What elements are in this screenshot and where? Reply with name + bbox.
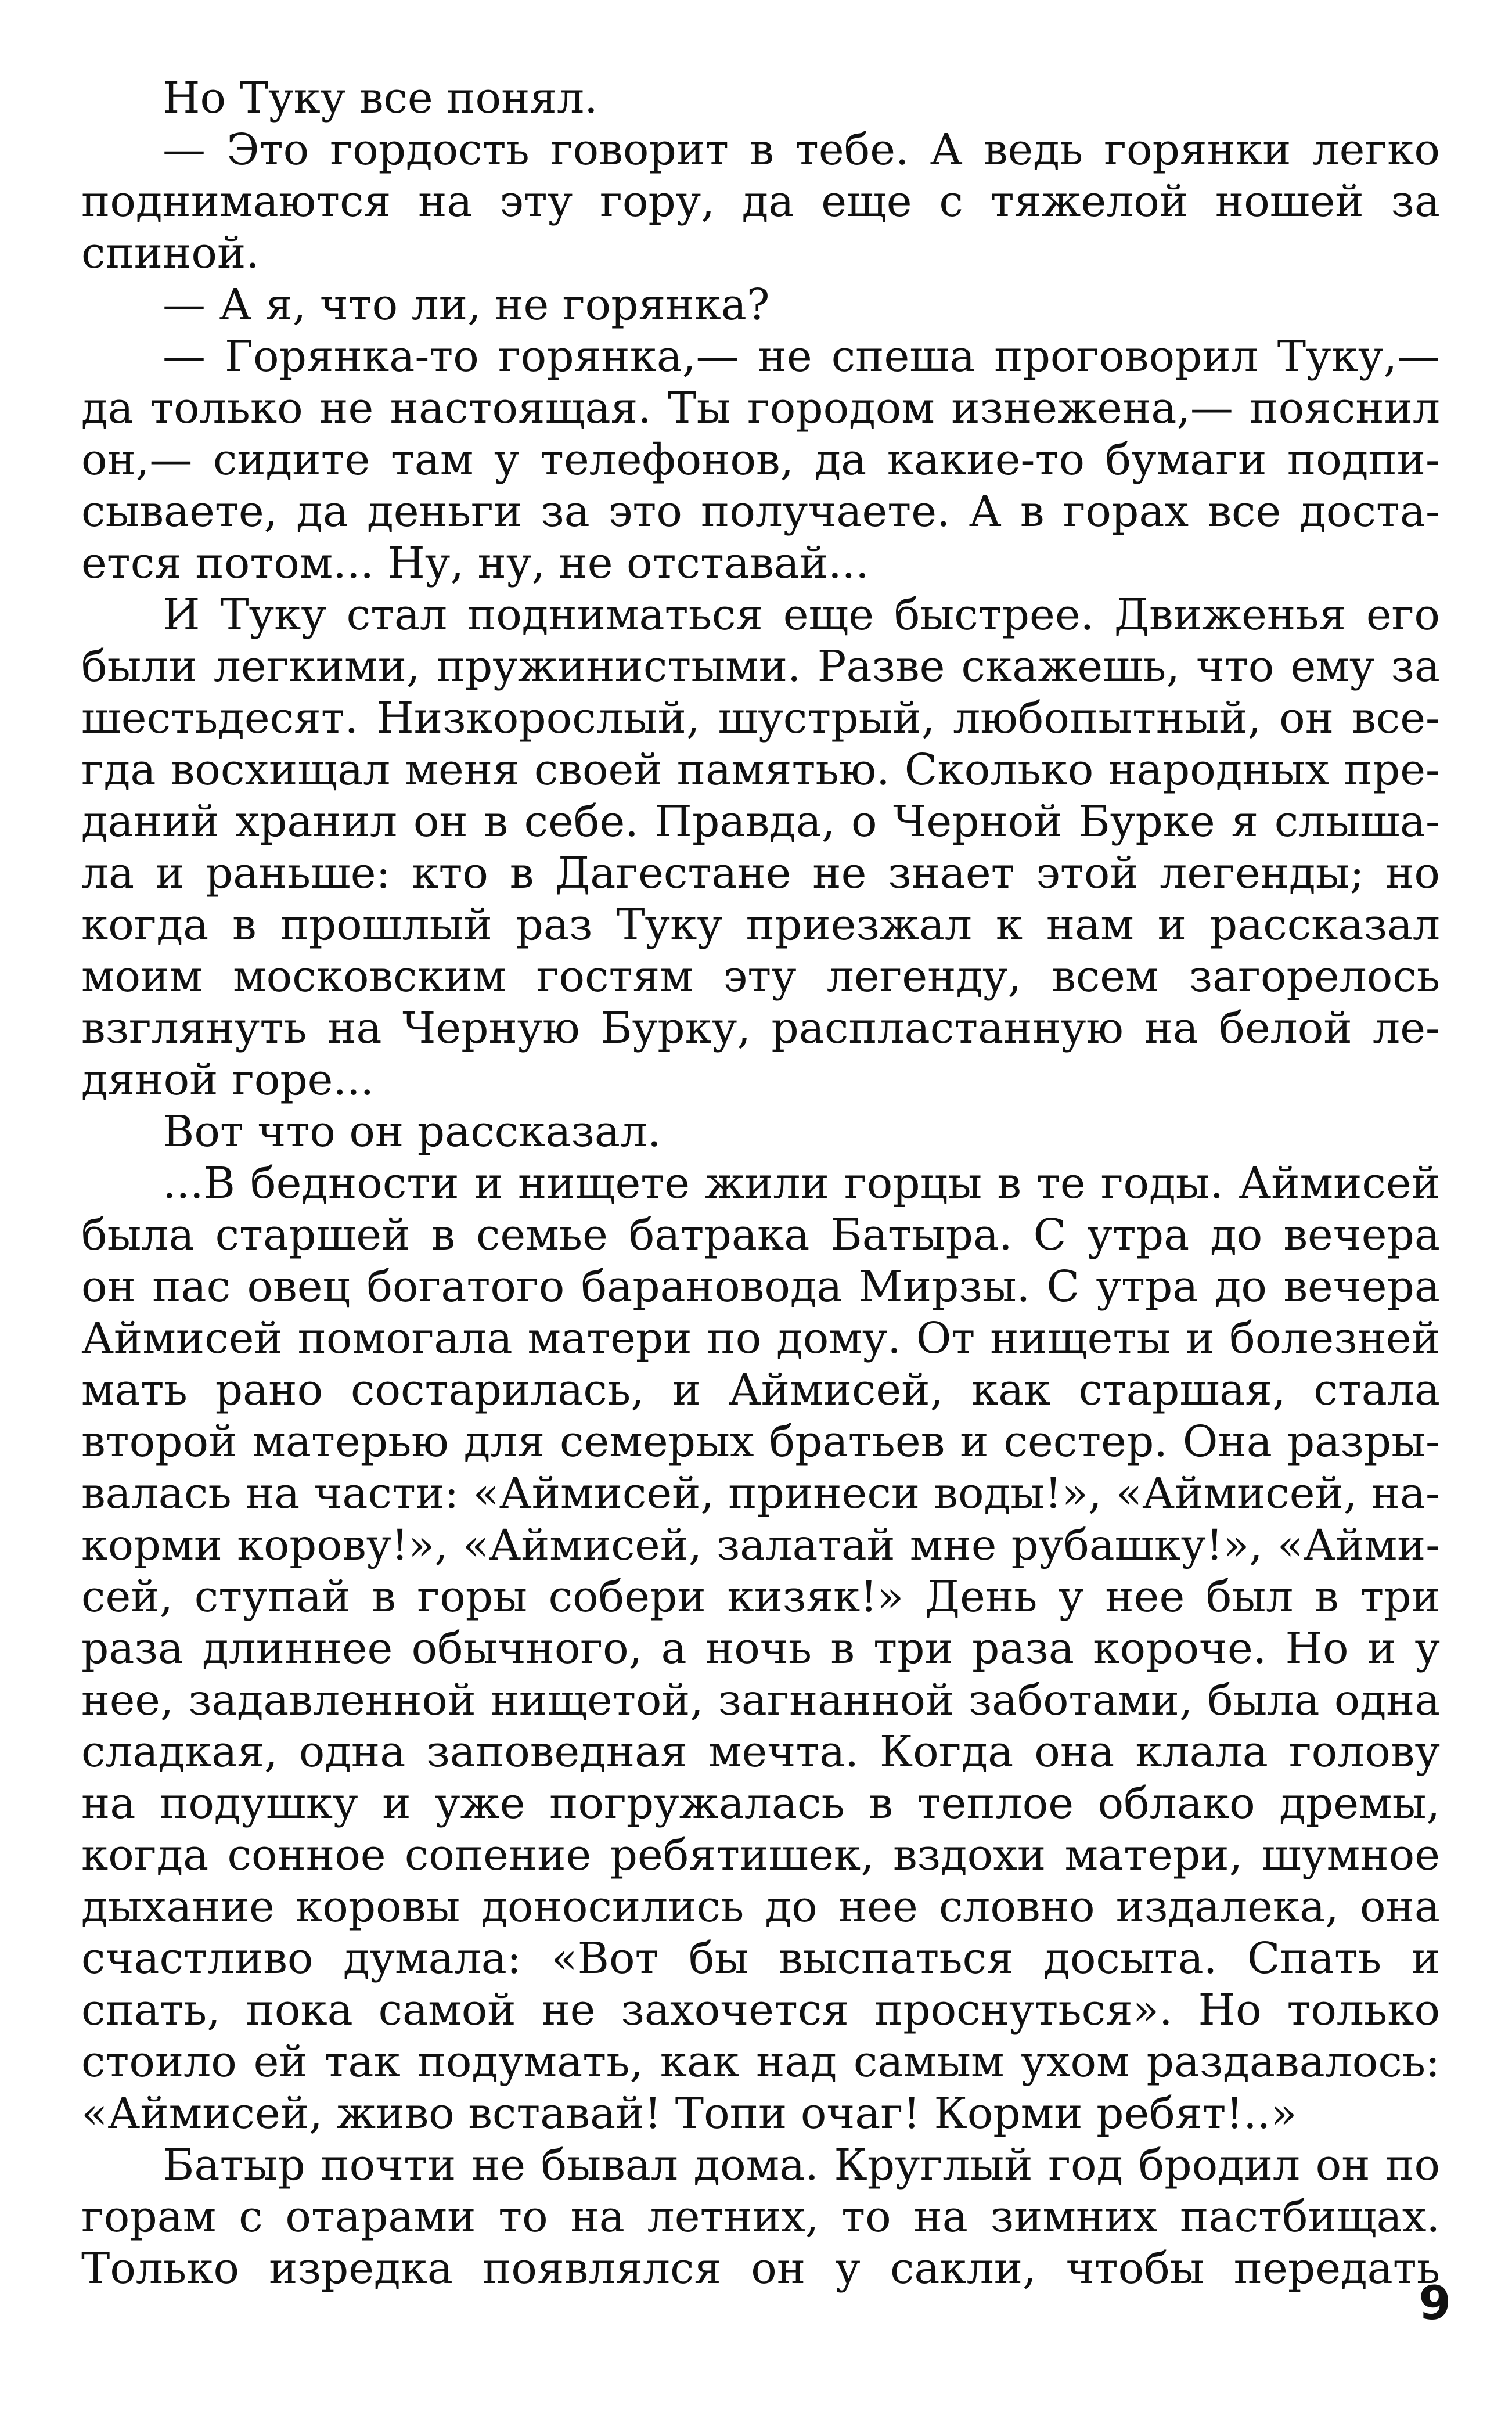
text-line	[81, 951, 1440, 1003]
text-line-content: — А я, что ли, не горянка?	[163, 280, 770, 330]
text-line	[81, 1571, 1440, 1623]
text-line	[81, 383, 1440, 434]
text-line-content: гда восхищал меня своей памятью. Сколько народных пре-	[81, 745, 1440, 795]
text-line	[81, 538, 1440, 589]
text-line-content: корми корову!», «Аймисей, залатай мне рубашку!», «Айми-	[81, 1521, 1440, 1570]
text-line-content: на подушку и уже погружалась в теплое облако дремы,	[81, 1778, 1440, 1828]
text-line-content: моим московским гостям эту легенду, всем загорелось	[81, 952, 1440, 1002]
text-line-content: Вот что он рассказал.	[163, 1107, 661, 1157]
text-line-content: Только изредка появлялся он у сакли, чтобы передать	[81, 2244, 1440, 2293]
text-line-content: счастливо думала: «Вот бы выспаться досыта. Спать и	[81, 1933, 1440, 1983]
text-line-content: ется потом... Ну, ну, не отставай...	[81, 538, 869, 588]
text-line	[81, 1881, 1440, 1933]
text-line	[81, 1623, 1440, 1675]
text-line-content: взглянуть на Черную Бурку, распластанную на белой ле-	[81, 1003, 1440, 1053]
text-line-content: когда сонное сопение ребятишек, вздохи матери, шумное	[81, 1830, 1440, 1880]
text-line	[81, 73, 1440, 124]
text-line	[81, 331, 1440, 383]
text-line	[81, 2036, 1440, 2088]
text-line-content: были легкими, пружинистыми. Разве скажешь, что ему за	[81, 642, 1440, 692]
text-line-content: мать рано состарилась, и Аймисей, как старшая, стала	[81, 1365, 1440, 1415]
text-line-content: — Это гордость говорит в тебе. А ведь горянки легко	[163, 125, 1440, 175]
text-line-content: он пас овец богатого барановода Мирзы. С утра до вечера	[81, 1262, 1440, 1312]
text-line-content: Но Туку все понял.	[163, 73, 598, 123]
text-line-content: «Аймисей, живо вставай! Топи очаг! Корми ребят!..»	[81, 2089, 1297, 2138]
text-line	[81, 1158, 1440, 1209]
text-line	[81, 434, 1440, 486]
text-line	[81, 1675, 1440, 1726]
text-line-content: Аймисей помогала матери по дому. От нищеты и болезней	[81, 1313, 1440, 1363]
text-line	[81, 641, 1440, 693]
text-line	[81, 693, 1440, 744]
text-line-content: стоило ей так подумать, как над самым ухом раздавалось:	[81, 2037, 1440, 2087]
text-line-content: горам с отарами то на летних, то на зимних пастбищах.	[81, 2192, 1440, 2242]
text-line	[81, 796, 1440, 848]
text-line-content: сладкая, одна заповедная мечта. Когда она клала голову	[81, 1727, 1440, 1777]
text-line	[81, 486, 1440, 538]
text-line	[81, 1364, 1440, 1416]
text-line-content: ...В бедности и нищете жили горцы в те годы. Аймисей	[163, 1158, 1440, 1208]
text-line-content: нее, задавленной нищетой, загнанной заботами, была одна	[81, 1676, 1440, 1725]
text-line	[81, 1054, 1440, 1106]
text-line	[81, 1520, 1440, 1571]
text-line-content: валась на части: «Аймисей, принеси воды!», «Аймисей, на-	[81, 1468, 1440, 1518]
text-line	[81, 279, 1440, 331]
text-line-content: — Горянка-то горянка,— не спеша проговорил Туку,—	[163, 332, 1440, 381]
text-line-content: дяной горе...	[81, 1055, 375, 1105]
text-line-content: когда в прошлый раз Туку приезжал к нам и рассказал	[81, 900, 1440, 950]
text-line-content: раза длиннее обычного, а ночь в три раза короче. Но и у	[81, 1623, 1440, 1673]
text-line	[81, 744, 1440, 796]
text-line-content: он,— сидите там у телефонов, да какие-то бумаги подпи-	[81, 435, 1440, 485]
text-line	[81, 589, 1440, 641]
text-line-content: дыхание коровы доносились до нее словно издалека, она	[81, 1882, 1440, 1932]
text-line	[81, 1468, 1440, 1520]
text-line-content: спиной.	[81, 228, 260, 278]
text-line	[81, 848, 1440, 899]
text-line	[81, 2088, 1440, 2140]
text-line-content: сываете, да деньги за это получаете. А в горах все доста-	[81, 487, 1440, 537]
text-line-content: И Туку стал подниматься еще быстрее. Движенья его	[163, 590, 1440, 640]
text-line	[81, 1830, 1440, 1881]
text-line	[81, 1416, 1440, 1468]
text-line	[81, 2191, 1440, 2243]
text-line-content: даний хранил он в себе. Правда, о Черной Бурке я слыша-	[81, 797, 1440, 847]
text-line-content: шестьдесят. Низкорослый, шустрый, любопытный, он все-	[81, 693, 1440, 743]
text-line	[81, 124, 1440, 176]
text-line	[81, 1313, 1440, 1364]
text-line	[81, 1778, 1440, 1830]
text-line	[81, 1209, 1440, 1261]
body-text	[81, 73, 1440, 2295]
text-line-content: была старшей в семье батрака Батыра. С утра до вечера	[81, 1210, 1440, 1260]
text-line-content: сей, ступай в горы собери кизяк!» День у нее был в три	[81, 1572, 1440, 1622]
text-line	[81, 1261, 1440, 1313]
text-line	[81, 1933, 1440, 1985]
text-line	[81, 2243, 1440, 2295]
text-line-content: спать, пока самой не захочется проснуться». Но только	[81, 1985, 1440, 2035]
text-line	[81, 176, 1440, 228]
text-line-content: второй матерью для семерых братьев и сестер. Она разры-	[81, 1417, 1440, 1467]
text-line	[81, 1726, 1440, 1778]
text-line	[81, 1985, 1440, 2036]
text-line	[81, 2140, 1440, 2191]
text-line	[81, 1106, 1440, 1158]
text-line-content: поднимаются на эту гору, да еще с тяжелой ношей за	[81, 177, 1440, 226]
text-line-content: да только не настоящая. Ты городом изнежена,— пояснил	[81, 383, 1440, 433]
text-line	[81, 228, 1440, 279]
text-line-content: Батыр почти не бывал дома. Круглый год бродил он по	[163, 2140, 1440, 2190]
text-line	[81, 1003, 1440, 1054]
text-line-content: ла и раньше: кто в Дагестане не знает этой легенды; но	[81, 848, 1440, 898]
page-number: 9	[1419, 2276, 1451, 2330]
text-line	[81, 899, 1440, 951]
